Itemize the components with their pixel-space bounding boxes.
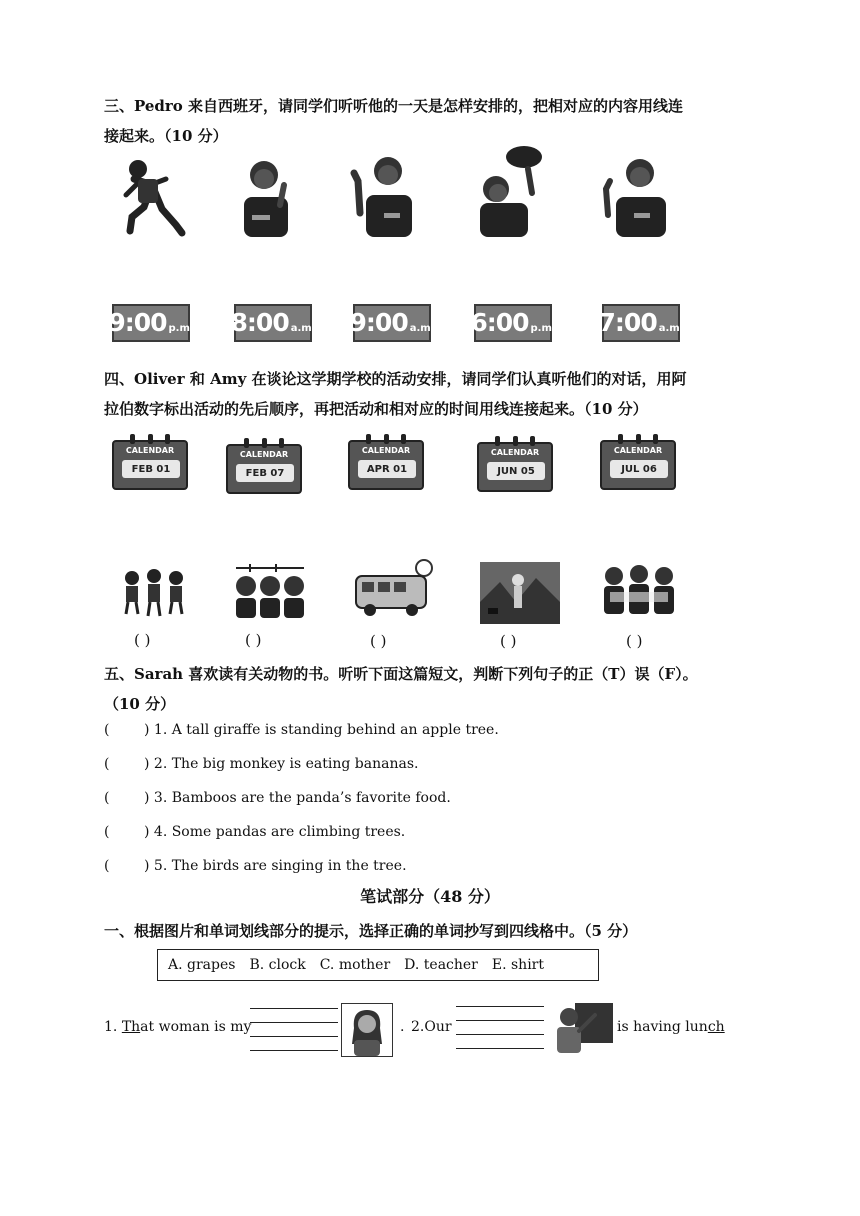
word-option: E. shirt	[491, 957, 544, 973]
tf-statement: ) 5. The birds are singing in the tree.	[144, 858, 407, 874]
tf-answer-blank[interactable]: (	[104, 858, 110, 874]
section5-heading	[104, 659, 784, 719]
sentence-2-underlined: ch	[707, 1019, 725, 1035]
clock-1	[108, 304, 194, 342]
order-blank-3[interactable]: ( )	[370, 632, 387, 650]
sentence-2	[617, 1019, 725, 1035]
sentence-1	[104, 1019, 251, 1035]
mother-picture	[341, 1003, 393, 1057]
night-camp-picture	[480, 562, 560, 624]
calendar-2	[224, 436, 306, 496]
section5-heading-line2: （10 分）	[104, 695, 176, 713]
section5-heading-line1: 五、Sarah 喜欢读有关动物的书。听听下面这篇短文，判断下列句子的正（T）误（F）。	[104, 665, 698, 683]
calendar-date: FEB 07	[236, 464, 294, 482]
clock-time: 7:00	[598, 308, 657, 337]
waving-boy-picture	[350, 151, 416, 241]
four-line-grid-1[interactable]	[250, 1008, 338, 1054]
calendar-1	[110, 432, 192, 492]
sentence-1-text: at woman is my	[140, 1019, 252, 1035]
calendar-date: APR 01	[358, 460, 416, 478]
teacher-icon	[549, 1001, 613, 1055]
order-blank-2[interactable]: ( )	[245, 631, 262, 649]
calendar-date: JUN 05	[487, 462, 545, 480]
calendar-head: CALENDAR	[361, 446, 411, 455]
waving-boy-icon	[350, 151, 416, 241]
eating-boy-2-icon	[596, 153, 672, 241]
reading-kids-picture	[600, 564, 678, 618]
tf-answer-blank[interactable]: (	[104, 824, 110, 840]
tf-statement: ) 3. Bamboos are the panda’s favorite food.	[144, 790, 451, 806]
sentence-2-text: is having lun	[617, 1019, 708, 1035]
clock-suffix: a.m.	[290, 323, 316, 334]
sports-day-kids-picture	[118, 568, 190, 618]
bus-icon	[350, 556, 436, 620]
sports-kids-icon	[118, 568, 190, 618]
running-boy-icon	[114, 155, 188, 241]
ball-boy-picture	[472, 143, 546, 241]
tf-answer-blank[interactable]: (	[104, 756, 110, 772]
word-options-box	[157, 949, 599, 981]
section3-heading-line2: 接起来。（10 分）	[104, 127, 228, 145]
singing-kids-picture	[230, 562, 310, 620]
calendar-4	[475, 434, 557, 494]
clock-2	[230, 304, 316, 342]
school-bus-trip-picture	[350, 556, 436, 620]
eating-boy-2-picture	[596, 153, 672, 241]
clock-time: 6:00	[470, 308, 529, 337]
singing-kids-icon	[230, 562, 310, 620]
tf-item-4	[104, 822, 405, 842]
eating-boy-picture	[236, 155, 298, 241]
tf-statement: ) 1. A tall giraffe is standing behind an apple tree.	[144, 722, 499, 738]
word-option: A. grapes	[168, 957, 236, 973]
word-option: D. teacher	[404, 957, 478, 973]
order-blank-4[interactable]: ( )	[500, 632, 517, 650]
word-option: B. clock	[249, 957, 306, 973]
clock-3	[349, 304, 435, 342]
sentence-1-period: .	[400, 1019, 405, 1035]
calendar-5	[598, 432, 680, 492]
clock-time: 9:00	[108, 308, 167, 337]
tf-answer-blank[interactable]: (	[104, 790, 110, 806]
clock-suffix: a.m.	[658, 323, 684, 334]
tf-item-2	[104, 754, 418, 774]
sentence-1-number: 1.	[104, 1019, 122, 1035]
order-blank-1[interactable]: ( )	[134, 631, 151, 649]
clock-4	[470, 304, 556, 342]
section4-heading-line1: 四、Oliver 和 Amy 在谈论这学期学校的活动安排，请同学们认真听他们的对话，用阿	[104, 370, 687, 388]
ball-icon	[472, 143, 546, 241]
calendar-date: FEB 01	[122, 460, 180, 478]
clock-suffix: a.m.	[409, 323, 435, 334]
teacher-picture	[549, 1001, 613, 1055]
sentence-1-underlined: Th	[121, 1019, 141, 1035]
written-part-title: 笔试部分（48 分）	[360, 887, 500, 906]
clock-suffix: p.m.	[530, 323, 556, 334]
calendar-head: CALENDAR	[613, 446, 663, 455]
tf-statement: ) 4. Some pandas are climbing trees.	[144, 824, 406, 840]
four-line-grid-2[interactable]	[456, 1006, 544, 1052]
calendar-3	[346, 432, 428, 492]
tf-answer-blank[interactable]: (	[104, 722, 110, 738]
calendar-head: CALENDAR	[239, 450, 289, 459]
calendar-head: CALENDAR	[490, 448, 540, 457]
tf-statement: ) 2. The big monkey is eating bananas.	[144, 756, 419, 772]
section3-heading	[104, 91, 764, 151]
clock-time: 9:00	[349, 308, 408, 337]
section3-heading-line1: 三、Pedro 来自西班牙，请同学们听听他的一天是怎样安排的，把相对应的内容用线连	[104, 97, 684, 115]
clock-suffix: p.m.	[168, 323, 194, 334]
tf-item-3	[104, 788, 451, 808]
calendar-date: JUL 06	[610, 460, 668, 478]
tf-item-1	[104, 720, 499, 740]
reading-kids-icon	[600, 564, 678, 618]
calendar-head: CALENDAR	[125, 446, 175, 455]
woman-icon	[342, 1004, 392, 1056]
section4-heading-line2: 拉伯数字标出活动的先后顺序，再把活动和相对应的时间用线连接起来。（10 分）	[104, 400, 648, 418]
eating-boy-icon	[236, 155, 298, 241]
camp-icon	[480, 562, 560, 624]
sentence-2-number: 2.Our	[411, 1019, 452, 1035]
clock-time: 8:00	[230, 308, 289, 337]
clock-5	[598, 304, 684, 342]
running-boy-picture	[114, 155, 188, 241]
section4-heading	[104, 364, 764, 424]
tf-item-5	[104, 856, 407, 876]
word-option: C. mother	[319, 957, 391, 973]
written-q1-heading: 一、根据图片和单词划线部分的提示，选择正确的单词抄写到四线格中。（5 分）	[104, 922, 638, 940]
order-blank-5[interactable]: ( )	[626, 632, 643, 650]
